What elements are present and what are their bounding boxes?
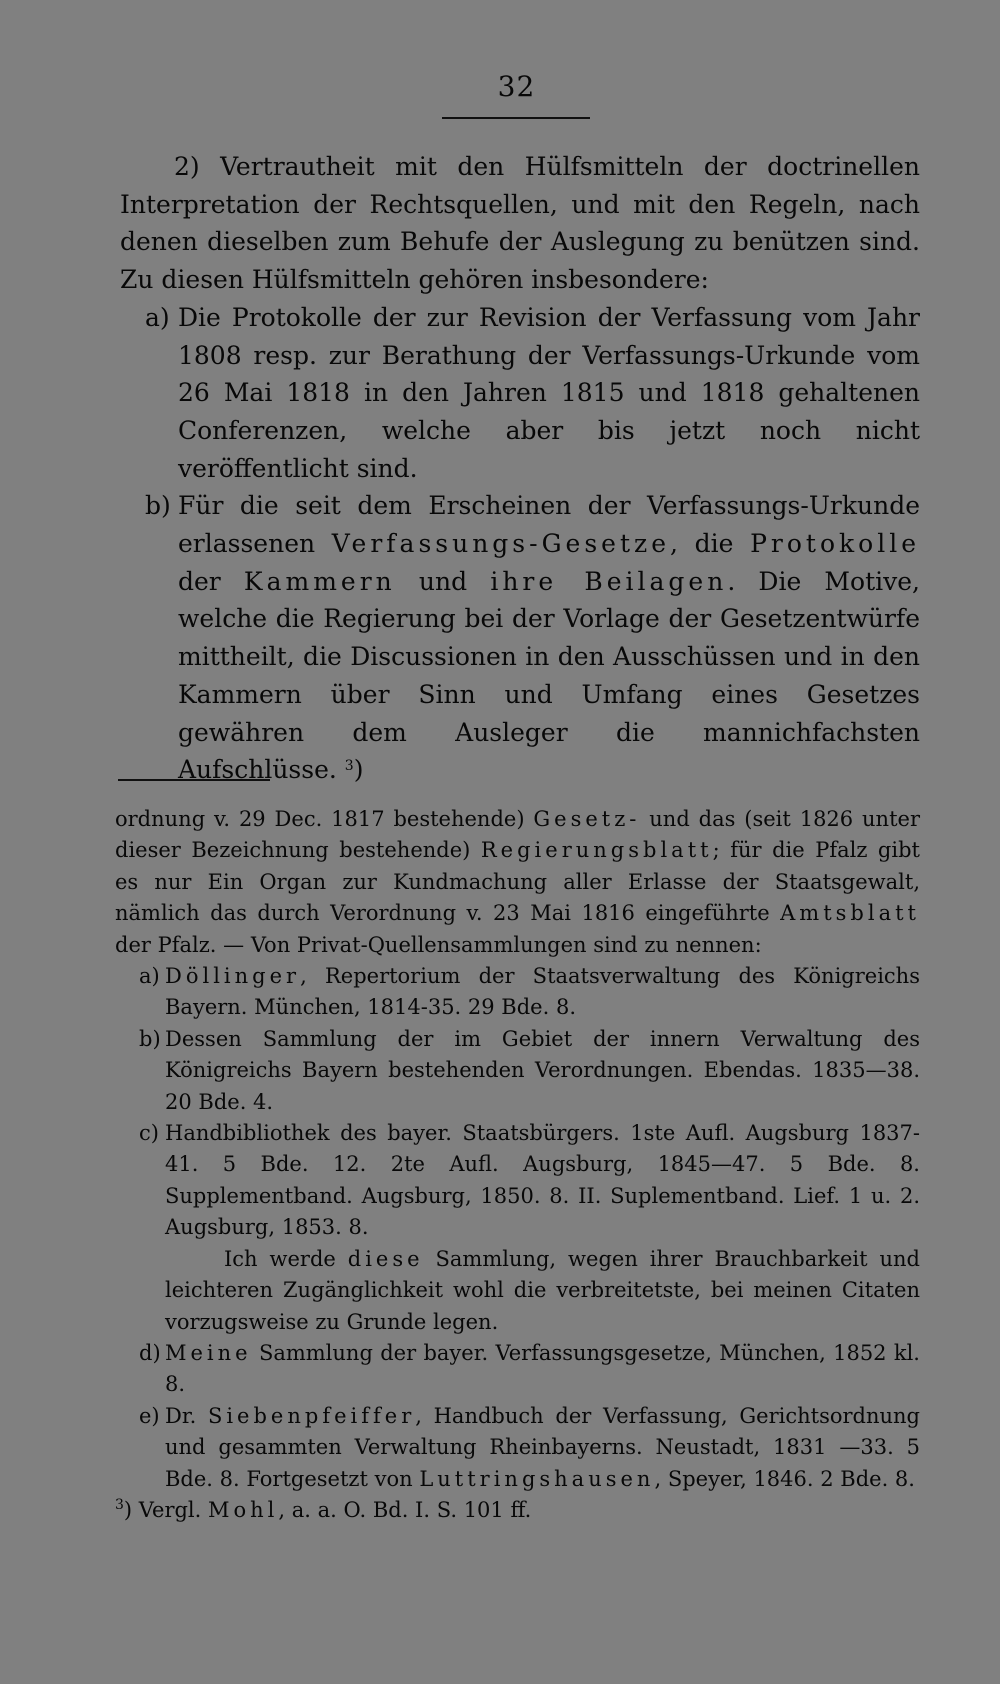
source-label-e: e) bbox=[139, 1403, 160, 1428]
source-text-a: , Repertorium der Staatsverwaltung des Königreichs Bayern. München, 1814-35. 29 Bde. 8. bbox=[165, 964, 920, 1020]
source-text-e-1: , Handbuch der Verfassung, Gerichtsordnung und gesammten Verwaltung Rheinbayerns. Neustadt, 1831 —33. 5 Bde. 8. Fortgesetzt von bbox=[165, 1403, 920, 1491]
list-item-a bbox=[120, 299, 920, 488]
emphasis-diese: diese bbox=[347, 1246, 424, 1271]
emphasis-beilagen: ihre Beilagen bbox=[490, 566, 728, 596]
source-prefix-e: Dr. bbox=[165, 1403, 208, 1428]
emphasis-luttringshausen: Luttringshausen bbox=[419, 1466, 655, 1491]
c-note-text-2: Sammlung, wegen ihrer Brauchbarkeit und leichteren Zugänglichkeit wohl die verbreitetste, bei meinen Citaten vorzugsweise zu Grunde legen. bbox=[165, 1246, 920, 1334]
source-text-b: Dessen Sammlung der im Gebiet der innern Verwaltung des Königreichs Bayern bestehenden Verordnungen. Ebendas. 1835—38. 20 Bde. 4. bbox=[165, 1026, 920, 1114]
emphasis-amtsblatt: Amtsblatt bbox=[780, 901, 920, 926]
footnote-text-1: ordnung v. 29 Dec. 1817 bestehende) bbox=[115, 807, 534, 831]
page-number: 32 bbox=[497, 70, 536, 103]
source-label-c: c) bbox=[139, 1121, 159, 1146]
emphasis-verfassungs-gesetze: Verfassungs-Gesetze bbox=[331, 529, 670, 559]
emphasis-mohl: Mohl bbox=[208, 1497, 279, 1522]
source-item-e bbox=[115, 1401, 920, 1495]
footnote-3-text-2: , a. a. O. Bd. I. S. 101 ff. bbox=[278, 1497, 532, 1522]
emphasis-meine: Meine bbox=[165, 1340, 252, 1365]
item-text-b-3: der bbox=[178, 566, 244, 596]
source-item-b bbox=[115, 1024, 920, 1118]
footnotes bbox=[115, 804, 920, 1526]
item-text-b-2: , die bbox=[670, 529, 751, 559]
item-label-b: b) bbox=[145, 491, 171, 521]
item-label-a: a) bbox=[145, 302, 170, 332]
item-text-b-4: und bbox=[395, 566, 491, 596]
main-text bbox=[120, 148, 920, 789]
source-item-a bbox=[115, 961, 920, 1024]
footnote-ref-3: 3 bbox=[344, 758, 354, 775]
emphasis-protokolle: Protokolle bbox=[750, 529, 921, 559]
source-text-c: Handbibliothek des bayer. Staatsbürgers. 1ste Aufl. Augsburg 1837-41. 5 Bde. 12. 2te Aufl. Augsburg, 1845—47. 5 Bde. 8. Supplementband. Augsburg, 1850. 8. II. Suplementband. Lief. 1 u. 2. Augsburg, 1853. 8. bbox=[165, 1121, 920, 1240]
emphasis-siebenpfeiffer: Siebenpfeiffer bbox=[207, 1403, 416, 1428]
source-item-c bbox=[115, 1118, 920, 1244]
list-item-b: b) Für die seit dem Erscheinen der Verfassungs-Urkunde erlassenen Verfassungs-Gesetze, die Protokolle der Kammern und ihre Beilagen. Die Motive, welche die Regierung bei der Vorlage der Gesetzentwürfe mittheilt, die Discussionen in den Ausschüssen und in den Kammern über Sinn und Umfang eines Gesetzes gewähren dem Ausleger die mannichfachsten Aufschlüsse. $^3$) bbox=[120, 487, 920, 789]
footnote-3 bbox=[115, 1495, 920, 1526]
paragraph-2: 2) Vertrautheit mit den Hülfsmitteln der doctrinellen Interpretation der Rechtsquellen, und mit den Regeln, nach denen dieselben zum Behufe der Auslegung zu benützen sind. Zu diesen Hülfsmitteln gehören insbesondere: bbox=[120, 152, 920, 295]
emphasis-regierungsblatt: Regierungsblatt bbox=[480, 838, 713, 863]
source-text-e-2: , Speyer, 1846. 2 Bde. 8. bbox=[654, 1466, 915, 1491]
c-note-text-1: Ich werde bbox=[224, 1246, 348, 1271]
source-item-d bbox=[115, 1338, 920, 1401]
item-text-b-1: Für die seit dem Erscheinen der Verfassungs-Urkunde erlassenen bbox=[178, 491, 920, 559]
source-label-b: b) bbox=[139, 1026, 161, 1051]
footnote-3-text-1: ) Vergl. bbox=[123, 1497, 209, 1522]
footnote-mark-3: 3 bbox=[115, 1496, 124, 1513]
source-label-a: a) bbox=[139, 964, 160, 989]
item-text-a: Die Protokolle der zur Revision der Verfassung vom Jahr 1808 resp. zur Berathung der Verfassungs-Urkunde vom 26 Mai 1818 in den Jahren 1815 und 1818 gehaltenen Conferenzen, welche aber bis jetzt noch nicht veröffentlicht sind. bbox=[178, 302, 920, 483]
header-rule bbox=[442, 117, 590, 119]
item-text-b-5: . Die Motive, welche die Regierung bei der Vorlage der Gesetzentwürfe mittheilt, die Discussionen in den Ausschüssen und in den Kammern über Sinn und Umfang eines Gesetzes gewähren dem Ausleger die mannichfachsten Aufschlüsse. bbox=[178, 566, 920, 785]
source-c-note bbox=[115, 1244, 920, 1338]
emphasis-gesetz: Gesetz- bbox=[533, 807, 641, 831]
emphasis-doellinger: Döllinger bbox=[165, 964, 301, 989]
footnote-text-3: ; für die Pfalz gibt es nur Ein Organ zur Kundmachung aller Erlasse der Staatsgewalt, nämlich das durch Verordnung v. 23 Mai 1816 eingeführte bbox=[115, 838, 920, 926]
footnote-rule bbox=[118, 779, 270, 781]
footnote-continuation bbox=[115, 804, 920, 961]
source-text-d: Sammlung der bayer. Verfassungsgesetze, München, 1852 kl. 8. bbox=[165, 1340, 920, 1397]
emphasis-kammern: Kammern bbox=[243, 566, 396, 596]
footnote-text-4: der Pfalz. — Von Privat-Quellensammlungen sind zu nennen: bbox=[115, 932, 762, 957]
source-label-d: d) bbox=[139, 1340, 161, 1365]
footnote-text-2: und das (seit 1826 unter dieser Bezeichnung bestehende) bbox=[115, 807, 920, 863]
